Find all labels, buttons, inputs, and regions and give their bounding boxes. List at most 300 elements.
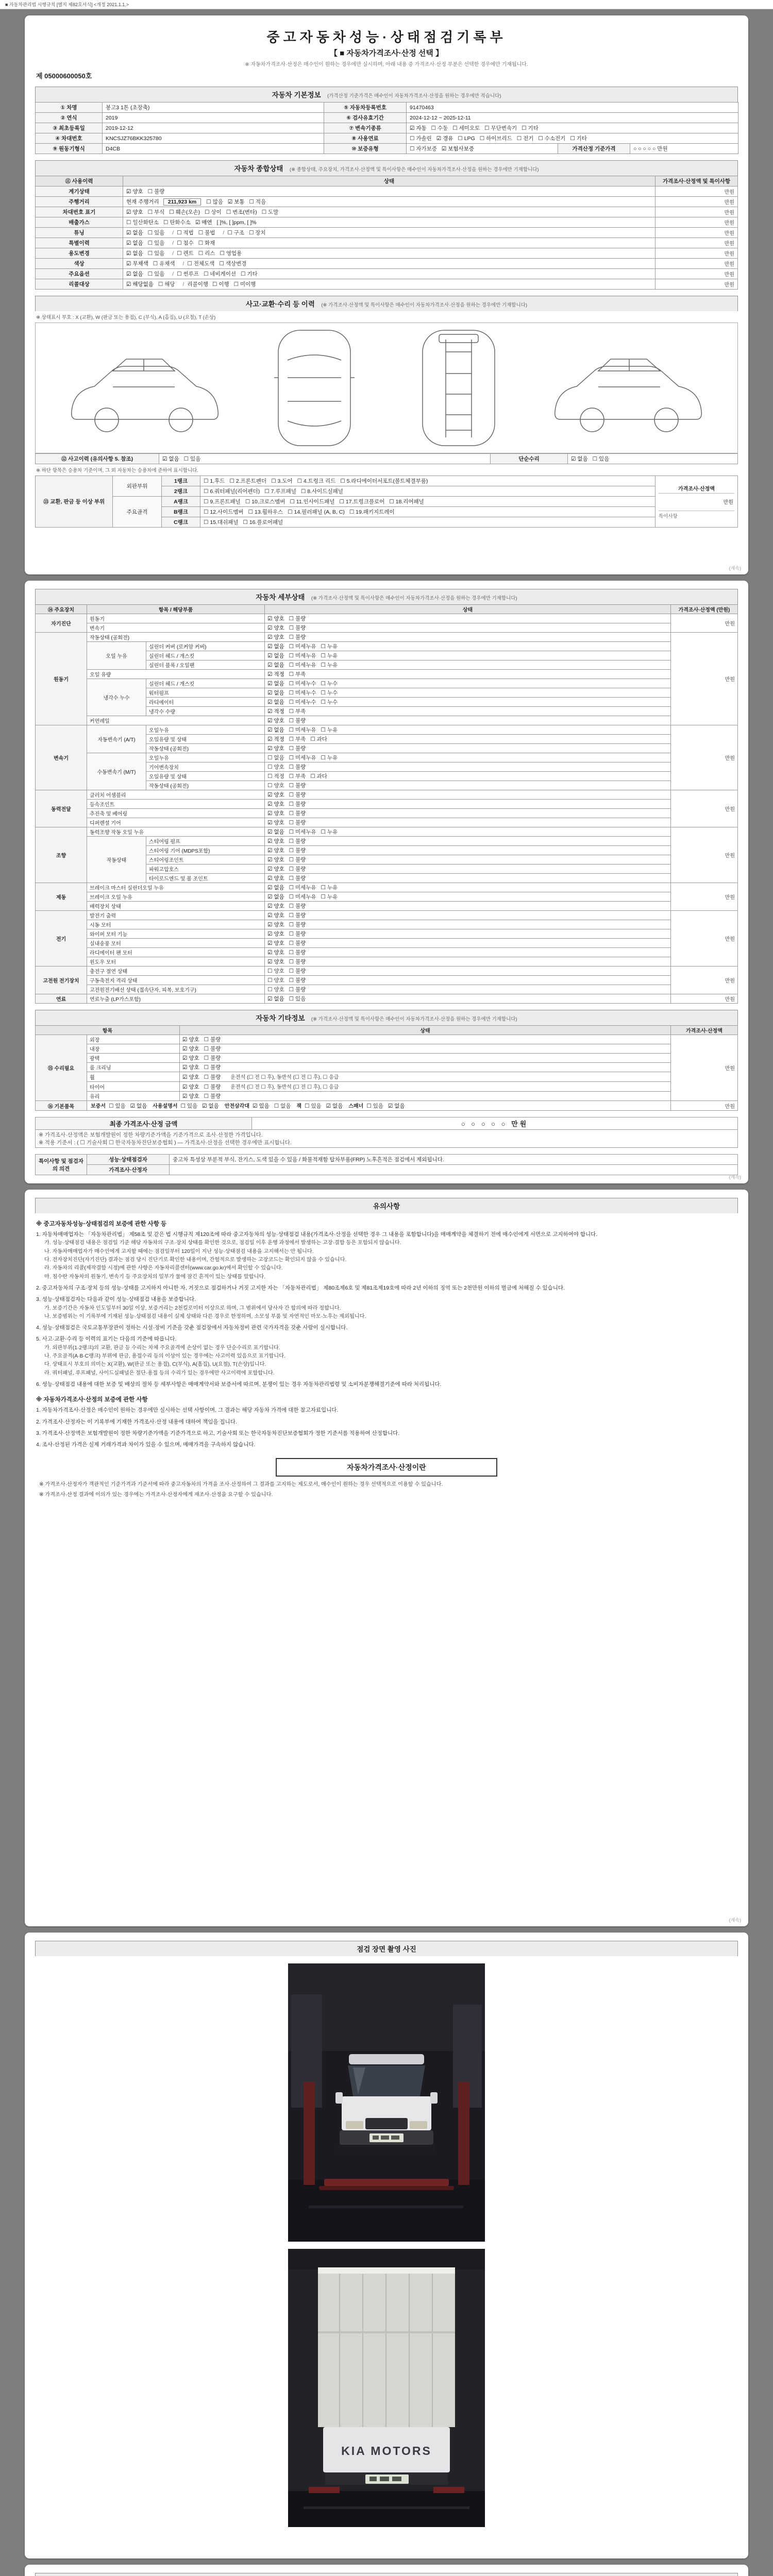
- checkbox-unchecked: ☐ 과다: [310, 736, 327, 742]
- notice-paragraph: [36, 1380, 737, 1389]
- checkbox-unchecked: ☐ 누수: [321, 690, 338, 696]
- state-cell: [265, 892, 671, 902]
- checkbox-unchecked: ☐ 누수: [321, 681, 338, 687]
- detail-row: [36, 1063, 738, 1072]
- checkbox-unchecked: ☐ 불량: [289, 820, 306, 826]
- field-label: 가격산정 기준가격: [558, 144, 630, 154]
- checkbox-checked: ☑ 없음: [202, 1103, 219, 1109]
- checkbox-checked: ☑ 양호: [267, 625, 284, 631]
- checkbox-checked: ☑ 양호: [267, 848, 284, 854]
- checkbox-unchecked: ☐ 일산화탄소: [126, 219, 159, 226]
- mileage-value: 211,923 km: [163, 198, 201, 206]
- checkbox-unchecked: ☐ 13.휠하우스: [248, 509, 283, 515]
- table-row: [36, 1130, 738, 1148]
- rank-items: [200, 476, 656, 486]
- notice-subline: 라. 자동차의 리콜(제작결함 시정)에 관한 사항은 자동차리콜센터(www.car.go.kr)에서 확인할 수 있습니다.: [44, 1265, 283, 1272]
- field-label: ③ 최초등록일: [36, 123, 103, 133]
- detail-row: [36, 1082, 738, 1092]
- checkbox-unchecked: ☐ 불량: [289, 866, 306, 872]
- category-label: 오일 누유: [87, 642, 146, 670]
- checkbox-unchecked: ☐ 미이행: [233, 281, 256, 287]
- notice-line: 2. 중고자동차의 구조·장치 등의 성능·상태를 고지하지 아니한 자, 거짓으로 점검하거나 거짓 고지한 자는 「자동차관리법」 제80조제6호 및 제81조제19호에 따라 2년 이하의 징역 또는 2천만원 이하의 벌금에 처해질 수 있습니다.: [36, 1284, 565, 1291]
- checkbox-checked: ☑ 없음: [130, 1103, 147, 1109]
- checkbox-unchecked: ☐ 누유: [321, 662, 338, 668]
- checkbox-unchecked: ☐ 불량: [289, 968, 306, 974]
- state-cell: [265, 874, 671, 883]
- item-cell: 스티어링조인트: [146, 855, 265, 865]
- vin-value: KNCSJZ76BKK325780: [103, 133, 324, 144]
- rank-items: [200, 507, 656, 517]
- opinion-side-label: 특이사항 및 점검자의 의견: [36, 1155, 87, 1175]
- summary-row: [36, 279, 738, 290]
- fuel-options: [407, 133, 738, 144]
- state-cell: [265, 762, 671, 772]
- price-label: 가격조사·산정액: [659, 484, 734, 494]
- price-cell: 만원: [671, 827, 738, 883]
- checkbox-unchecked: ☐ 미세누수: [289, 699, 316, 705]
- summary-item-label: 배출가스: [36, 217, 123, 228]
- notice-line: 3. 가격조사·산정액은 보험개발원이 정한 차량기준가액을 기준가격으로 하고, 기술사회 또는 한국자동차진단보증협회가 정한 기준서를 적용하여 산정합니다.: [36, 1430, 400, 1436]
- final-note-line: ※ 적용 기준서 : ( ☐ 기술사회 ☐ 한국자동차진단보증협회 ) — 가격조사·산정을 선택한 경우에만 표시합니다.: [39, 1140, 292, 1146]
- checkbox-checked: ☑ 양호: [182, 1055, 199, 1061]
- checkbox-checked: ☑ 없음: [267, 894, 284, 900]
- price-unit: 만원: [723, 499, 733, 505]
- checkbox-checked: ☑ 없음: [126, 230, 143, 236]
- outer-panel-label: 외판부위: [113, 476, 162, 497]
- column-header: ⑪ 사용이력: [36, 176, 123, 187]
- state-cell: [180, 1063, 671, 1072]
- sub-checkbox-text: 운전석 (☐ 전 ☐ 후), 동반석 (☐ 전 ☐ 후), ☐ 응급: [230, 1084, 339, 1090]
- notice-subline: 다. 상태표시 부호의 의미는 X(교환), W(판금 또는 용접), C(부식), A(흠집), U(요철), T(손상)입니다.: [44, 1362, 266, 1368]
- item-cell: 기어변속장치: [146, 762, 265, 772]
- checkbox-checked: ☑ 양호: [267, 903, 284, 909]
- checkbox-unchecked: ☐ 불량: [204, 1093, 221, 1099]
- checkbox-unchecked: ☐ 불량: [289, 875, 306, 882]
- checkbox-checked: ☑ 양호: [267, 634, 284, 640]
- checkbox-checked: ☑ 있음: [253, 1103, 270, 1109]
- price-cell: 만원: [671, 883, 738, 911]
- item-cell: 배력장치 상태: [87, 902, 265, 911]
- checkbox-unchecked: ☐ 훼손(오손): [169, 209, 200, 215]
- card-notice: [25, 1190, 748, 1926]
- checkbox-unchecked: ☐ 적음: [249, 199, 266, 205]
- state-cell: [265, 827, 671, 837]
- checkbox-checked: ☑ 양호: [182, 1074, 199, 1080]
- item-cell: 작동상태 (공회전): [146, 781, 265, 790]
- checkbox-unchecked: ☐ 세미오토: [452, 125, 480, 131]
- checkbox-checked: ☑ 보통: [227, 199, 245, 205]
- group-label: 고전원 전기장치: [36, 967, 87, 994]
- checkbox-unchecked: ☐ 있음: [289, 996, 306, 1002]
- notice-line: 2. 가격조사·산정자는 이 기록부에 기재한 가격조사·산정 내용에 대하여 책임을 집니다.: [36, 1418, 237, 1425]
- section-title: 점검 장면 촬영 사진: [357, 1945, 416, 1953]
- checkbox-checked: ☑ 양호: [182, 1046, 199, 1052]
- detail-row: [36, 920, 738, 929]
- checkbox-unchecked: ☐ 상이: [205, 209, 222, 215]
- summary-state-cell: [123, 228, 656, 238]
- separator: /: [182, 281, 184, 287]
- checkbox-unchecked: ☐ 불량: [289, 922, 306, 928]
- summary-row: [36, 259, 738, 269]
- card-detail-misc: [25, 581, 748, 1183]
- checkbox-unchecked: ☐ 불량: [204, 1074, 221, 1080]
- rank-label: 2랭크: [162, 486, 200, 497]
- checkbox-unchecked: ☐ 2.프론트펜더: [229, 478, 267, 484]
- state-cell: [265, 642, 671, 651]
- item-label: 안전삼각대: [224, 1104, 250, 1109]
- table-row: [36, 1165, 738, 1175]
- detail-row: [36, 716, 738, 725]
- page-subtitle-note: ※ 자동차가격조사·산정은 매수인이 원하는 경우에만 실시하며, 아래 내용 중 가격조사·산정 부분은 선택한 경우에만 기재됩니다.: [245, 62, 528, 67]
- checkbox-unchecked: ☐ 양호: [267, 977, 284, 984]
- detail-row: [36, 633, 738, 642]
- summary-item-label: 용도변경: [36, 248, 123, 259]
- checkbox-unchecked: ☐ 누유: [321, 643, 338, 650]
- checkbox-checked: ☑ 양호: [182, 1037, 199, 1043]
- summary-state-cell: [123, 269, 656, 279]
- price-cell: 만원: [656, 217, 738, 228]
- column-header: 상태: [123, 176, 656, 187]
- checkbox-unchecked: ☐ 탄화수소: [163, 219, 191, 226]
- notice-line: 1. 자동차매매업자는 「자동차관리법」 제58조 및 같은 법 시행규칙 제120조에 따라 중고자동차의 성능·상태점검 내용(가격조사·산정을 선택한 경우 그 내용을 포함합니다)을 매매계약을 체결하기 전에 매수인에게 서면으로 고지하여야 합니다.: [36, 1231, 598, 1238]
- group-label: 변속기: [36, 725, 87, 790]
- checkbox-unchecked: ☐ 있음: [108, 1103, 126, 1109]
- summary-row: [36, 197, 738, 207]
- item-cell: 등속조인트: [87, 800, 265, 809]
- transmission-options: [407, 123, 738, 133]
- separator: /: [172, 240, 174, 246]
- page-title: 중고자동차성능·상태점검기록부: [266, 29, 507, 45]
- table-header-row: [36, 605, 738, 614]
- checkbox-unchecked: ☐ 부족: [289, 708, 306, 715]
- notice-paragraph: [36, 1418, 737, 1427]
- section-summary-header: [35, 160, 738, 176]
- summary-state-cell: [123, 207, 656, 217]
- item-cell: 원동기: [87, 614, 265, 623]
- detail-row: [36, 1101, 738, 1111]
- checkbox-checked: ☑ 없음: [267, 690, 284, 696]
- section-title: 자동차 종합상태: [234, 165, 283, 173]
- price-cell: 만원: [656, 187, 738, 197]
- engine-type-value: D4CB: [103, 144, 324, 154]
- inspector-role-label: 성능·상태점검자: [87, 1155, 170, 1165]
- price-cell: 만원: [656, 207, 738, 217]
- field-label: ② 연식: [36, 113, 103, 123]
- table-row: [36, 144, 738, 154]
- detail-row: [36, 1092, 738, 1101]
- page-subtitle: 【 ■ 자동차가격조사·산정 선택 】: [329, 49, 444, 58]
- category-label: 작동상태: [87, 837, 146, 883]
- item-cell: 광택: [87, 1054, 180, 1063]
- inspection-photo-rear: [288, 2249, 485, 2527]
- item-cell: 고전원전기배선 상태 (접속단자, 피복, 보호기구): [87, 985, 265, 994]
- checkbox-unchecked: ☐ 불량: [289, 950, 306, 956]
- detail-row: [36, 790, 738, 800]
- column-header: 상태: [265, 605, 671, 614]
- item-cell: 연료누출 (LP가스포함): [87, 994, 265, 1004]
- category-label: 수동변속기 (M/T): [87, 753, 146, 790]
- detail-row: [36, 753, 738, 762]
- checkbox-checked: ☑ 없음: [267, 996, 284, 1002]
- category-label: 자동변속기 (A/T): [87, 725, 146, 753]
- summary-row: [36, 248, 738, 259]
- checkbox-unchecked: ☐ 기타: [570, 135, 587, 142]
- checkbox-unchecked: ☐ 10.크로스멤버: [245, 499, 285, 505]
- checkbox-unchecked: ☐ 무단변속기: [484, 125, 517, 131]
- item-cell: 유리: [87, 1092, 180, 1101]
- state-cell: [265, 698, 671, 707]
- warranty-options: [407, 144, 558, 154]
- checkbox-unchecked: ☐ 1.후드: [204, 478, 225, 484]
- column-header: 가격조사·산정액 (만원): [671, 605, 738, 614]
- main-frame-label: 주요골격: [113, 497, 162, 528]
- checkbox-unchecked: ☐ 불량: [289, 801, 306, 807]
- checkbox-checked: ☑ 양호: [267, 801, 284, 807]
- column-header: 항목: [36, 1026, 180, 1035]
- field-label: ⑤ 자동차등록번호: [324, 103, 407, 113]
- checkbox-unchecked: ☐ 4.트렁크 리드: [297, 478, 336, 484]
- item-cell: 냉각수 수량: [146, 707, 265, 716]
- checkbox-unchecked: ☐ 7.루프패널: [264, 488, 296, 495]
- state-cell: [265, 929, 671, 939]
- column-header: 항목 / 해당부품: [87, 605, 265, 614]
- item-cell: 스티어링 기어 (MDPS포함): [146, 846, 265, 855]
- checkbox-checked: ☑ 매연: [195, 219, 212, 226]
- detail-row: [36, 809, 738, 818]
- sub-checkbox-text: 운전석 (☐ 전 ☐ 후), 동반석 (☐ 전 ☐ 후), ☐ 응급: [230, 1075, 339, 1080]
- accident-history-options: [159, 454, 491, 464]
- state-cell: [265, 707, 671, 716]
- checkbox-checked: ☑ 양호: [267, 792, 284, 798]
- checkbox-unchecked: ☐ 누유: [321, 885, 338, 891]
- checkbox-checked: ☑ 없음: [267, 653, 284, 659]
- item-cell: 실내송풍 모터: [87, 939, 265, 948]
- checkbox-unchecked: ☐ 자가보증: [410, 146, 437, 152]
- checkbox-unchecked: ☐ 불량: [289, 625, 306, 631]
- notice-paragraph: [36, 1440, 737, 1449]
- car-side-left-diagram: [61, 326, 221, 450]
- state-cell: [265, 688, 671, 698]
- item-cell: 동력조향 작동 오일 누유: [87, 827, 265, 837]
- checkbox-unchecked: ☐ 수동: [431, 125, 448, 131]
- detail-row: [36, 911, 738, 920]
- document-number: 제 05000600050호: [36, 72, 92, 80]
- notice-subline: 가. 보증기간은 자동차 인도일부터 30일 이상, 보증거리는 2천킬로미터 이상으로 하며, 그 범위에서 당사자 간 합의에 따라 정합니다.: [44, 1305, 341, 1311]
- checkbox-checked: ☑ 적정: [267, 708, 284, 715]
- detail-row: [36, 623, 738, 633]
- item-cell: 시동 모터: [87, 920, 265, 929]
- table-row: [36, 497, 738, 507]
- summary-state-cell: [123, 248, 656, 259]
- field-label: ⑥ 검사유효기간: [324, 113, 407, 123]
- checkbox-unchecked: ☐ 불량: [289, 783, 306, 789]
- checkbox-unchecked: ☐ 불량: [289, 838, 306, 844]
- rear-brand-text: KIA MOTORS: [341, 2444, 432, 2458]
- first-registration-value: 2019-12-12: [103, 123, 324, 133]
- rank-label: C랭크: [162, 517, 200, 528]
- checkbox-checked: ☑ 양호: [182, 1093, 199, 1099]
- checkbox-unchecked: ☐ 기타: [240, 271, 258, 277]
- detail-row: [36, 883, 738, 892]
- state-cell: [265, 976, 671, 985]
- group-label: 제동: [36, 883, 87, 911]
- checkbox-unchecked: ☐ 양호: [267, 968, 284, 974]
- checkbox-unchecked: ☐ 있음: [366, 1103, 383, 1109]
- item-cell: 구동축전지 격리 상태: [87, 976, 265, 985]
- checkbox-unchecked: ☐ 가솔린: [410, 135, 432, 142]
- price-cell: 만원: [656, 279, 738, 290]
- price-cell: 만원: [671, 994, 738, 1004]
- state-cell: [265, 837, 671, 846]
- checkbox-checked: ☑ 경유: [436, 135, 453, 142]
- price-cell: 만원: [656, 228, 738, 238]
- state-cell: [180, 1072, 671, 1082]
- rank-note-legend: ※ 하단 항목은 승용차 기준이며, 그 외 자동차는 승용차에 준하여 표시합니다.: [36, 468, 198, 473]
- detail-row: [36, 892, 738, 902]
- section-title: 사고·교환·수리 등 이력: [246, 300, 315, 308]
- section-note: (※ 가격조사·산정액 및 특이사항은 매수인이 자동차가격조사·산정을 원하는 경우에만 기재합니다): [311, 1016, 517, 1022]
- exchange-title-cell: ⑬ 교환, 판금 등 이상 부위: [36, 476, 113, 528]
- price-cell: 만원: [656, 259, 738, 269]
- notice-line: 3. 성능·상태점검자는 다음과 같이 성능·상태점검 내용을 보증합니다.: [36, 1296, 196, 1303]
- table-row: [36, 1117, 738, 1130]
- column-header: 가격조사·산정액 및 특이사항: [656, 176, 738, 187]
- state-cell: [180, 1054, 671, 1063]
- checkbox-unchecked: ☐ 불량: [289, 848, 306, 854]
- checkbox-unchecked: ☐ 16.플로어패널: [243, 519, 283, 526]
- item-cell: 와이퍼 모터 기능: [87, 929, 265, 939]
- checkbox-checked: ☑ 없음: [126, 250, 143, 257]
- checkbox-unchecked: ☐ 8.사이드실패널: [300, 488, 343, 495]
- checkbox-checked: ☑ 양호: [267, 838, 284, 844]
- accident-history-table: [35, 453, 738, 464]
- checkbox-unchecked: ☐ 미세누유: [289, 653, 316, 659]
- exchange-repair-table: [35, 476, 738, 528]
- section-basic-info-header: [35, 87, 738, 102]
- item-cell: 작동상태 (공회전): [87, 633, 265, 642]
- checkbox-unchecked: ☐ 18.리어패널: [389, 499, 424, 505]
- registration-number-value: 91470463: [407, 103, 738, 113]
- state-cell: [265, 957, 671, 967]
- state-cell: [265, 725, 671, 735]
- checkbox-checked: ☑ 없음: [267, 699, 284, 705]
- group-label: ⑮ 수리필요: [36, 1035, 87, 1101]
- checkbox-unchecked: ☐ 미세누유: [289, 885, 316, 891]
- checkbox-unchecked: ☐ 없음: [274, 1103, 291, 1109]
- detail-row: [36, 1054, 738, 1063]
- notice-subline: 마. 침수란 자동차의 원동기, 변속기 등 주요장치의 일부가 물에 잠긴 흔적이 있는 상태를 말합니다.: [44, 1274, 266, 1280]
- checkbox-unchecked: ☐ 침수: [177, 240, 194, 246]
- summary-item-label: 주요옵션: [36, 269, 123, 279]
- notice-subline: 나. 자동차매매업자가 매수인에게 고지할 때에는 점검일부터 120일이 지난 성능·상태점검 내용을 고지해서는 안 됩니다.: [44, 1248, 314, 1255]
- section-title: 자동차 기타정보: [256, 1014, 305, 1022]
- section-note: (※ 가격조사·산정액 및 특이사항은 매수인이 자동차가격조사·산정을 원하는 경우에만 기재합니다): [321, 302, 527, 308]
- notice-paragraph: [36, 1406, 737, 1415]
- item-label: 잭: [296, 1104, 302, 1109]
- group-label: 동력전달: [36, 790, 87, 827]
- price-cell: 만원: [671, 614, 738, 633]
- item-cell: 오일누유: [146, 725, 265, 735]
- item-cell: 브레이크 오일 누유: [87, 892, 265, 902]
- detail-row: [36, 902, 738, 911]
- item-cell: 타이어: [87, 1082, 180, 1092]
- model-year-value: 2019: [103, 113, 324, 123]
- summary-state-cell: [123, 217, 656, 228]
- summary-row: [36, 217, 738, 228]
- state-cell: [265, 948, 671, 957]
- accident-history-label: ⑫ 사고이력 (유의사항 5. 참조): [36, 454, 159, 464]
- field-label: ⑦ 변속기종류: [324, 123, 407, 133]
- summary-item-label: 튜닝: [36, 228, 123, 238]
- item-cell: 브레이크 마스터 실린더오일 누유: [87, 883, 265, 892]
- state-cell: [265, 800, 671, 809]
- checkbox-checked: ☑ 없음: [267, 727, 284, 733]
- final-price-note: [36, 1130, 738, 1148]
- item-cell: 추진축 및 베어링: [87, 809, 265, 818]
- item-cell: 발전기 출력: [87, 911, 265, 920]
- price-cell: 만원: [671, 790, 738, 827]
- table-header-row: [36, 1026, 738, 1035]
- table-row: [36, 133, 738, 144]
- price-cell: 만원: [656, 238, 738, 248]
- checkbox-unchecked: ☐ 해당: [158, 281, 175, 287]
- checkbox-unchecked: ☐ 미세누유: [289, 829, 316, 835]
- checkbox-unchecked: ☐ 구조: [227, 230, 244, 236]
- table-header-row: [36, 176, 738, 187]
- checkbox-unchecked: ☐ 양호: [267, 987, 284, 993]
- detail-row: [36, 837, 738, 846]
- misc-table: [35, 1025, 738, 1111]
- notice-paragraph: [36, 1324, 737, 1332]
- state-text: 리콜이행: [187, 281, 209, 287]
- detail-row: [36, 985, 738, 994]
- state-symbol-legend: ※ 상태표시 부호 : X (교환), W (판금 또는 용접), C (부식), A (흠집), U (요철), T (손상): [36, 315, 216, 320]
- detail-row: [36, 967, 738, 976]
- checkbox-checked: ☑ 양호: [267, 912, 284, 919]
- checkbox-unchecked: ☐ 3.도어: [271, 478, 293, 484]
- checkbox-checked: ☑ 없음: [571, 456, 588, 462]
- field-label: ④ 차대번호: [36, 133, 103, 144]
- checkbox-unchecked: ☐ 불량: [289, 634, 306, 640]
- checkbox-unchecked: ☐ 있음: [305, 1103, 322, 1109]
- card-photos: [25, 1933, 748, 2558]
- separator: /: [182, 261, 184, 267]
- checkbox-unchecked: ☐ 변조(변타): [226, 209, 257, 215]
- notice-subline: 나. 보증범위는 이 기록부에 기재된 성능·상태점검 내용이 실제 상태와 다른 경우로 한정하며, 소모성 부품 및 자연적인 마모·노후는 제외됩니다.: [44, 1313, 366, 1319]
- item-cell: 파워고압호스: [146, 865, 265, 874]
- rank-label: A랭크: [162, 497, 200, 507]
- state-cell: [265, 920, 671, 929]
- price-cell: 만원: [671, 633, 738, 725]
- rank-label: B랭크: [162, 507, 200, 517]
- detail-row: [36, 614, 738, 623]
- state-cell: [265, 614, 671, 623]
- checkbox-unchecked: ☐ 리스: [198, 250, 215, 257]
- checkbox-unchecked: ☐ 17.트렁크플로어: [339, 499, 385, 505]
- state-text: [ ]%, [ ]ppm, [ ]%: [216, 219, 257, 226]
- state-cell: [265, 883, 671, 892]
- checkbox-checked: ☑ 없음: [267, 643, 284, 650]
- state-cell: [265, 911, 671, 920]
- section-accident-header: [35, 296, 738, 311]
- summary-item-label: 색상: [36, 259, 123, 269]
- checkbox-checked: ☑ 양호: [267, 922, 284, 928]
- summary-row: [36, 228, 738, 238]
- summary-row: [36, 269, 738, 279]
- checkbox-unchecked: ☐ 양호: [267, 783, 284, 789]
- checkbox-unchecked: ☐ 기타: [522, 125, 539, 131]
- notice-subline: 나. 주요골격(A·B·C랭크) 부위에 판금, 용접수리 등의 이상이 있는 경우에는 사고이력 있음으로 표기합니다.: [44, 1353, 285, 1360]
